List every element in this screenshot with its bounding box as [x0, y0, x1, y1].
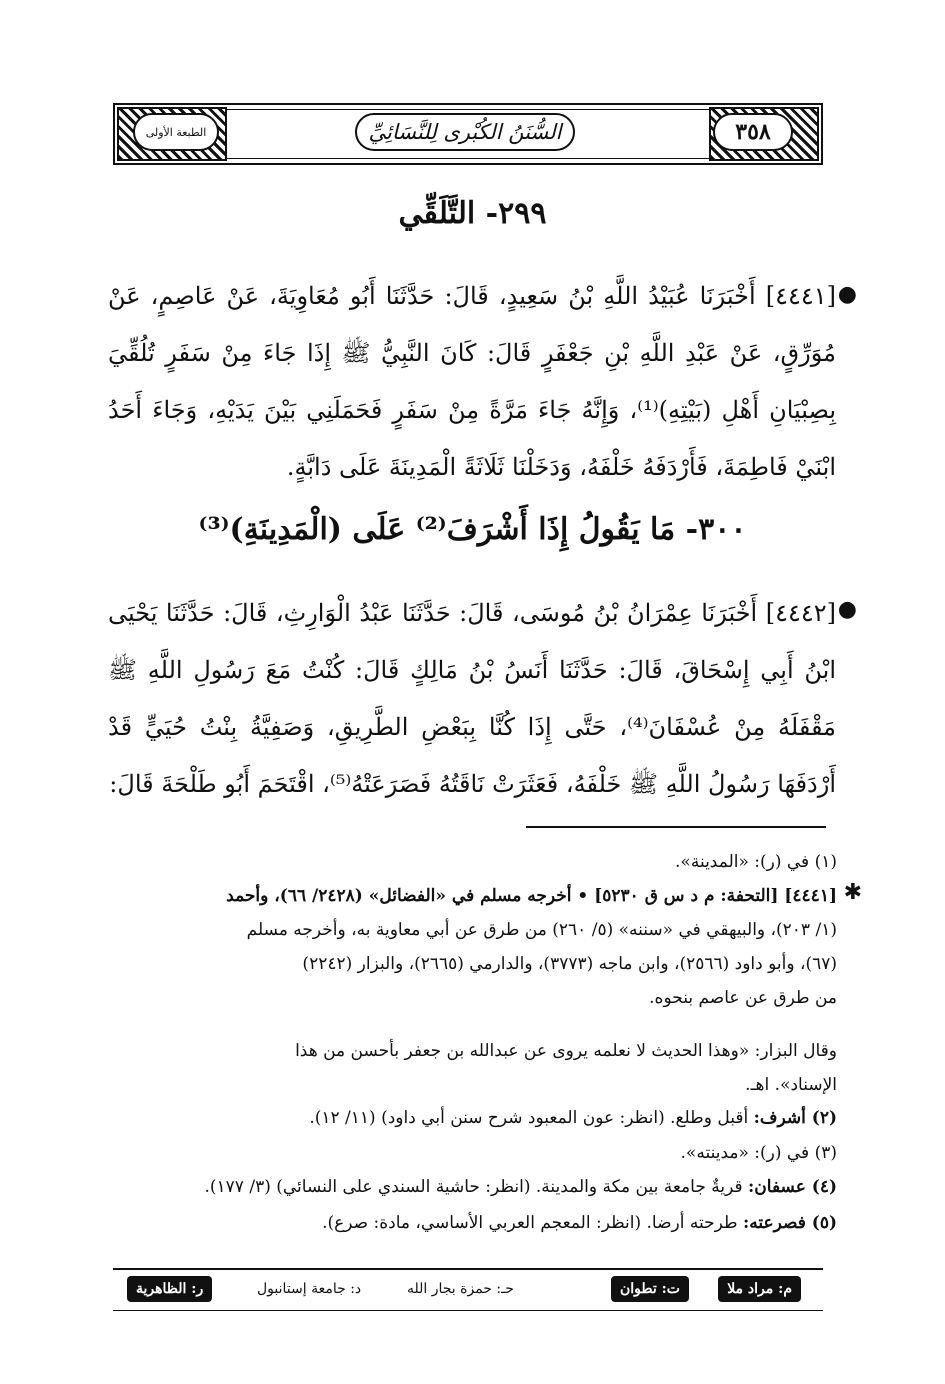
hadith-paragraph-4442: [٤٤٤٢] أَخْبَرَنَا عِمْرَانُ بْنُ مُوسَى، قَالَ: حَدَّثَنَا عَبْدُ الْوَارِثِ، قَالَ: حَدَّثَنَا يَحْيَى ابْنُ أَبِي إِسْحَاقَ، قَالَ: حَدَّثَنَا أَنَسُ بْنُ مَالِكٍ قَالَ: كُنْتُ مَعَ رَسُولِ اللَّهِ ﷺ مَقْفَلَهُ مِنْ عُسْفَانَ⁽⁴⁾، حَتَّى إِذَا كُنَّا بِبَعْضِ الطَّرِيقِ، وَصَفِيَّةُ بِنْتُ حُيَيٍّ قَدْ أَرْدَفَهَا رَسُولُ اللَّهِ ﷺ خَلْفَهُ، فَعَثَرَتْ نَاقَتُهُ فَصَرَعَتْهُ⁽⁵⁾، اقْتَحَمَ أَبُو طَلْحَةَ قَالَ:: [108, 599, 837, 798]
footnote-separator: [526, 826, 826, 828]
page-number: ٣٥٨: [735, 119, 771, 145]
chapter-heading-300: ٣٠٠- مَا يَقُولُ إِذَا أَشْرَفَ⁽²⁾ عَلَى (الْمَدِينَةِ)⁽³⁾: [198, 512, 747, 547]
footnote-term: (٢) أشرف:: [753, 1108, 837, 1128]
manuscript-sigla-bar: [113, 1268, 823, 1311]
siglum-dhahiriya: ر: الظاهرية: [127, 1276, 212, 1302]
takhrij-line: (٦٧)، وأبو داود (٢٥٦٦)، وابن ماجه (٣٧٧٣)، والدارمي (٢٦٦٥)، والبزار (٢٢٤٢): [302, 954, 837, 974]
footnote-text: طرحته أرضا. (انظر: المعجم العربي الأساسي، مادة: صرع).: [322, 1213, 738, 1233]
footnote-1: (١) في (ر): «المدينة».: [675, 852, 837, 872]
footnote-4: [107, 1170, 837, 1204]
siglum-murad: م: مراد ملا: [718, 1276, 801, 1302]
takhrij-line: (١/ ٢٠٣)، والبيهقي في «سننه» (٥/ ٢٦٠) من طرق عن أبي معاوية به، وأخرجه مسلم: [246, 920, 837, 940]
publisher-emblem: [133, 113, 219, 151]
quote-line: الإسناد». اهـ.: [745, 1075, 837, 1095]
emblem-text: الطبعة الأولى: [145, 125, 207, 139]
footnote-term: (٤) عسفان:: [748, 1177, 837, 1197]
hadith-paragraph-4441: [٤٤٤١] أَخْبَرَنَا عُبَيْدُ اللَّهِ بْنُ سَعِيدٍ، قَالَ: حَدَّثَنَا أَبُو مُعَاوِيَةَ، عَنْ عَاصِمٍ، عَنْ مُوَرِّقٍ، عَنْ عَبْدِ اللَّهِ بْنِ جَعْفَرٍ قَالَ: كَانَ النَّبِيُّ ﷺ إِذَا جَاءَ مِنْ سَفَرٍ تُلُقِّيَ بِصِبْيَانِ أَهْلِ (بَيْتِهِ)⁽¹⁾، وَإِنَّهُ جَاءَ مَرَّةً مِنْ سَفَرٍ فَحَمَلَنِي بَيْنَ يَدَيْهِ، وَجَاءَ أَحَدُ ابْنَيْ فَاطِمَةَ، فَأَرْدَفَهُ خَلْفَهُ، وَدَخَلْنَا ثَلَاثَةً الْمَدِينَةَ عَلَى دَابَّةٍ.: [108, 282, 837, 481]
footnote-text: أقبل وطلع. (انظر: عون المعبود شرح سنن أبي داود) (١١/ ١٢).: [309, 1108, 749, 1128]
takhrij-block: [107, 879, 837, 1015]
siglum-tetouan: ت: تطوان: [611, 1276, 689, 1302]
bullet-icon: ●: [837, 597, 857, 622]
siglum-hamza: حـ: حمزة بجار الله: [407, 1281, 514, 1297]
takhrij-line: من طرق عن عاصم بنحوه.: [649, 988, 837, 1008]
page-header: [113, 103, 823, 165]
book-title: السُّنَنُ الكُبْرى لِلنَّسَائِيِّ: [368, 120, 562, 144]
asterisk-icon: ✱: [843, 880, 862, 905]
page-number-cartouche: [713, 113, 793, 151]
footnote-term: (٥) فصرعته:: [742, 1213, 837, 1233]
footnote-text: قريةٌ جامعة بين مكة والمدينة. (انظر: حاشية السندي على النسائي) (٣/ ١٧٧).: [204, 1177, 743, 1197]
bazzar-quote: [107, 1034, 837, 1102]
footnote-5: [107, 1206, 837, 1240]
quote-line: وقال البزار: «وهذا الحديث لا نعلمه يروى عن عبدالله بن جعفر بأحسن من هذا: [295, 1041, 837, 1061]
bullet-icon: ●: [837, 282, 857, 307]
footnote-3: (٣) في (ر): «مدينته».: [680, 1143, 837, 1163]
footnote-2: [107, 1101, 837, 1135]
book-title-cartouche: [355, 113, 575, 151]
chapter-heading-299: ٢٩٩- التَّلَقِّي: [398, 196, 547, 231]
takhrij-line: [٤٤٤١] [التحفة: م د س ق ٥٢٣٠] • أخرجه مسلم في «الفضائل» (٢٤٢٨/ ٦٦)، وأحمد: [226, 886, 837, 906]
siglum-istanbul: د: جامعة إستانبول: [257, 1281, 362, 1297]
